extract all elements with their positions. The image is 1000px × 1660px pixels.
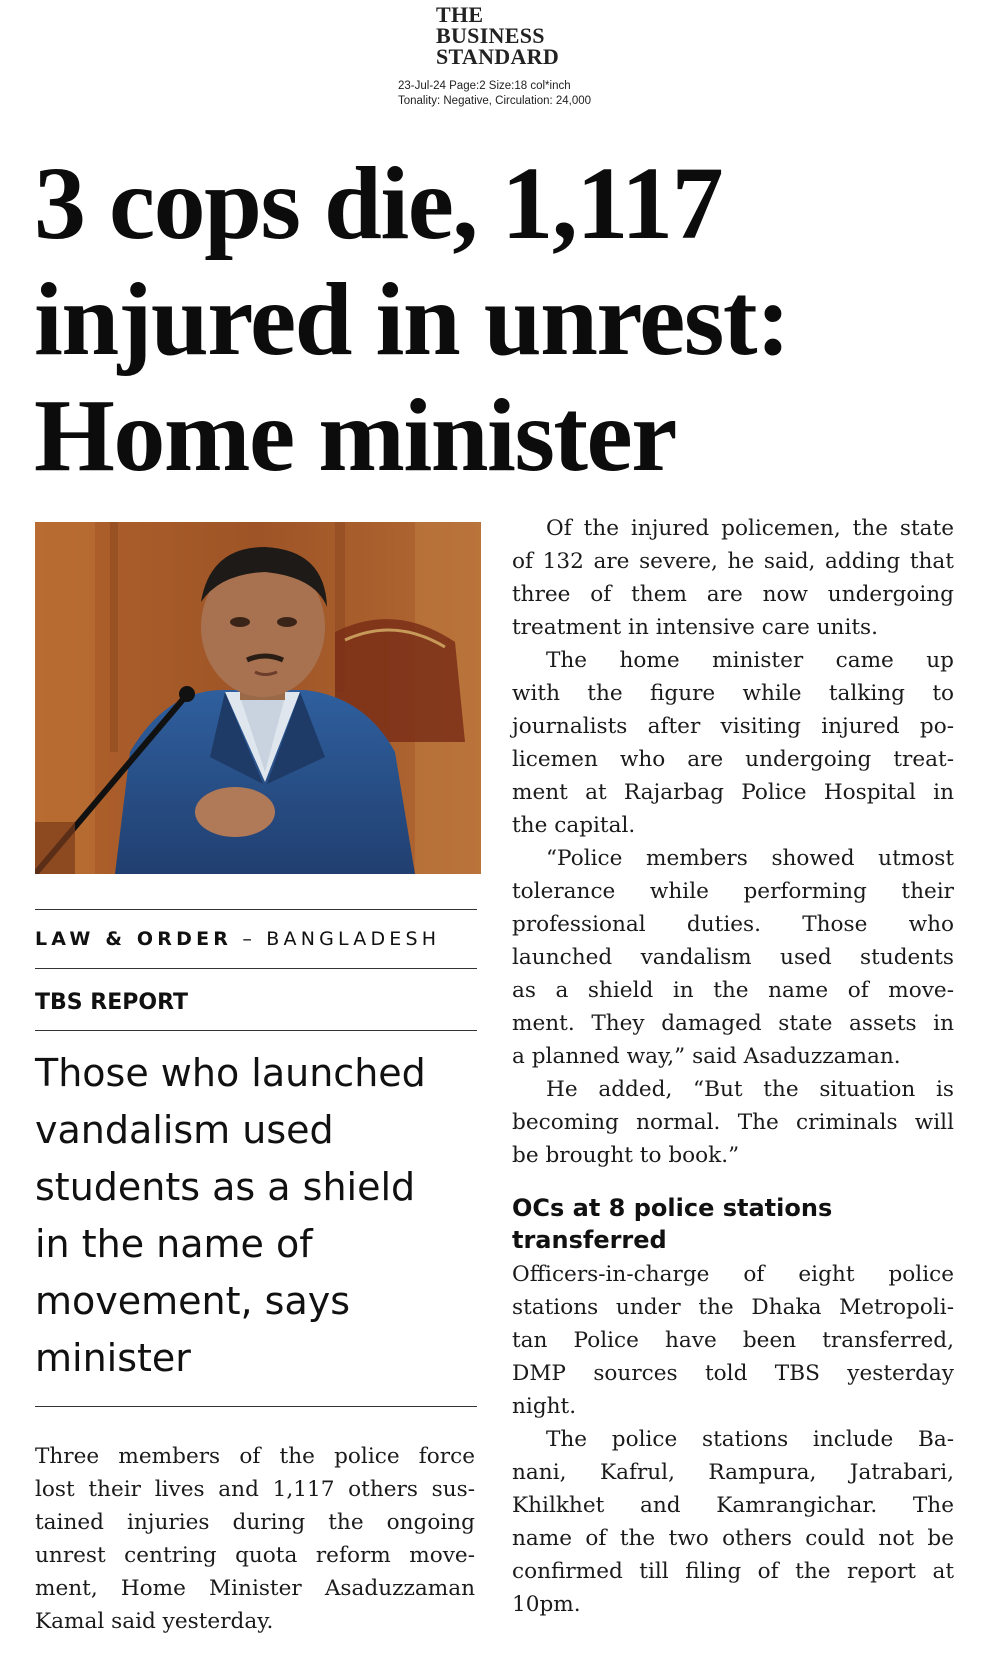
body-line: DMP sources told TBS yesterday: [512, 1361, 954, 1386]
body-line: ment. They damaged state assets in: [512, 1011, 954, 1036]
body-line: Three members of the police force: [35, 1444, 475, 1469]
deck-line: movement, says: [35, 1279, 351, 1323]
deck-line: students as a shield: [35, 1165, 416, 1209]
body-line: as a shield in the name of move-: [512, 978, 954, 1003]
body-line: tolerance while performing their: [512, 879, 954, 904]
minister-photo-illustration: [35, 522, 481, 874]
headline-line-2: injured in unrest:: [34, 262, 790, 377]
body-line: unrest centring quota reform move-: [35, 1543, 475, 1568]
paragraph-situation-normal: [512, 1073, 954, 1172]
deck-line: in the name of: [35, 1222, 313, 1266]
body-line: He added, “But the situation is: [546, 1077, 954, 1102]
clipping-meta-tonality: Tonality: Negative, Circulation: 24,000: [398, 95, 592, 107]
section-region: BANGLADESH: [266, 928, 441, 950]
headline: [34, 146, 974, 494]
body-line: ment, Home Minister Asaduzzaman: [35, 1576, 475, 1601]
body-line: be brought to book.”: [512, 1143, 740, 1168]
byline: TBS REPORT: [35, 990, 189, 1015]
paragraph-injured-policemen: [512, 512, 954, 644]
body-line: “Police members showed utmost: [546, 846, 954, 871]
headline-line-3: Home minister: [34, 378, 676, 493]
paragraph-quote: [512, 842, 954, 1073]
masthead-logo: [436, 4, 616, 67]
body-column-left: [35, 1440, 475, 1638]
body-line: three of them are now undergoing: [512, 582, 954, 607]
body-line: name of the two others could not be: [512, 1526, 954, 1551]
deck-line: Those who launched: [35, 1051, 426, 1095]
deck-pull-quote: [35, 1045, 485, 1387]
body-line: The home minister came up: [546, 648, 954, 673]
subhead-line: transferred: [512, 1226, 667, 1254]
deck-rule-bottom: [35, 1406, 477, 1407]
body-line: of 132 are severe, he said, adding that: [512, 549, 954, 574]
paragraph-police-stations: [512, 1423, 954, 1621]
body-column-right: [512, 512, 954, 1621]
minister-photo: [35, 522, 481, 874]
body-line: the capital.: [512, 813, 636, 838]
body-line: The police stations include Ba-: [546, 1427, 954, 1452]
body-line: lost their lives and 1,117 others sus-: [35, 1477, 475, 1502]
section-rule-middle: [35, 968, 477, 969]
deck-line: vandalism used: [35, 1108, 334, 1152]
body-line: Kamal said yesterday.: [35, 1609, 274, 1634]
body-line: launched vandalism used students: [512, 945, 954, 970]
subhead-ocs-transferred: [512, 1192, 954, 1256]
paragraph-home-minister: [512, 644, 954, 842]
body-line: licemen who are undergoing treat-: [512, 747, 954, 772]
section-label: [35, 928, 495, 950]
body-line: becoming normal. The criminals will: [512, 1110, 954, 1135]
body-line: Khilkhet and Kamrangichar. The: [512, 1493, 954, 1518]
masthead-line-3: STANDARD: [436, 44, 560, 69]
body-line: treatment in intensive care units.: [512, 615, 878, 640]
masthead-line-1: THE: [436, 2, 484, 27]
body-line: nani, Kafrul, Rampura, Jatrabari,: [512, 1460, 954, 1485]
body-line: with the figure while talking to: [512, 681, 954, 706]
section-separator: –: [232, 928, 267, 950]
body-line: Of the injured policemen, the state: [546, 516, 954, 541]
section-category: LAW & ORDER: [35, 928, 233, 950]
body-line: tan Police have been transferred,: [512, 1328, 954, 1353]
body-line: a planned way,” said Asaduzzaman.: [512, 1044, 901, 1069]
subhead-line: OCs at 8 police stations: [512, 1194, 833, 1222]
body-line: journalists after visiting injured po-: [512, 714, 954, 739]
body-line: ment at Rajarbag Police Hospital in: [512, 780, 954, 805]
clipping-meta-date: 23-Jul-24 Page:2 Size:18 col*inch: [398, 80, 571, 92]
headline-line-1: 3 cops die, 1,117: [34, 146, 723, 261]
body-line: 10pm.: [512, 1592, 581, 1617]
section-rule-top: [35, 909, 477, 910]
paragraph-officers-transferred: [512, 1258, 954, 1423]
body-line: night.: [512, 1394, 577, 1419]
deck-line: minister: [35, 1336, 191, 1380]
masthead-line-2: BUSINESS: [436, 23, 545, 48]
clipping-meta: [398, 79, 638, 109]
body-line: confirmed till filing of the report at: [512, 1559, 954, 1584]
deck-rule-top: [35, 1030, 477, 1031]
body-line: professional duties. Those who: [512, 912, 954, 937]
body-line: Officers-in-charge of eight police: [512, 1262, 954, 1287]
body-line: stations under the Dhaka Metropoli-: [512, 1295, 954, 1320]
body-line: tained injuries during the ongoing: [35, 1510, 475, 1535]
